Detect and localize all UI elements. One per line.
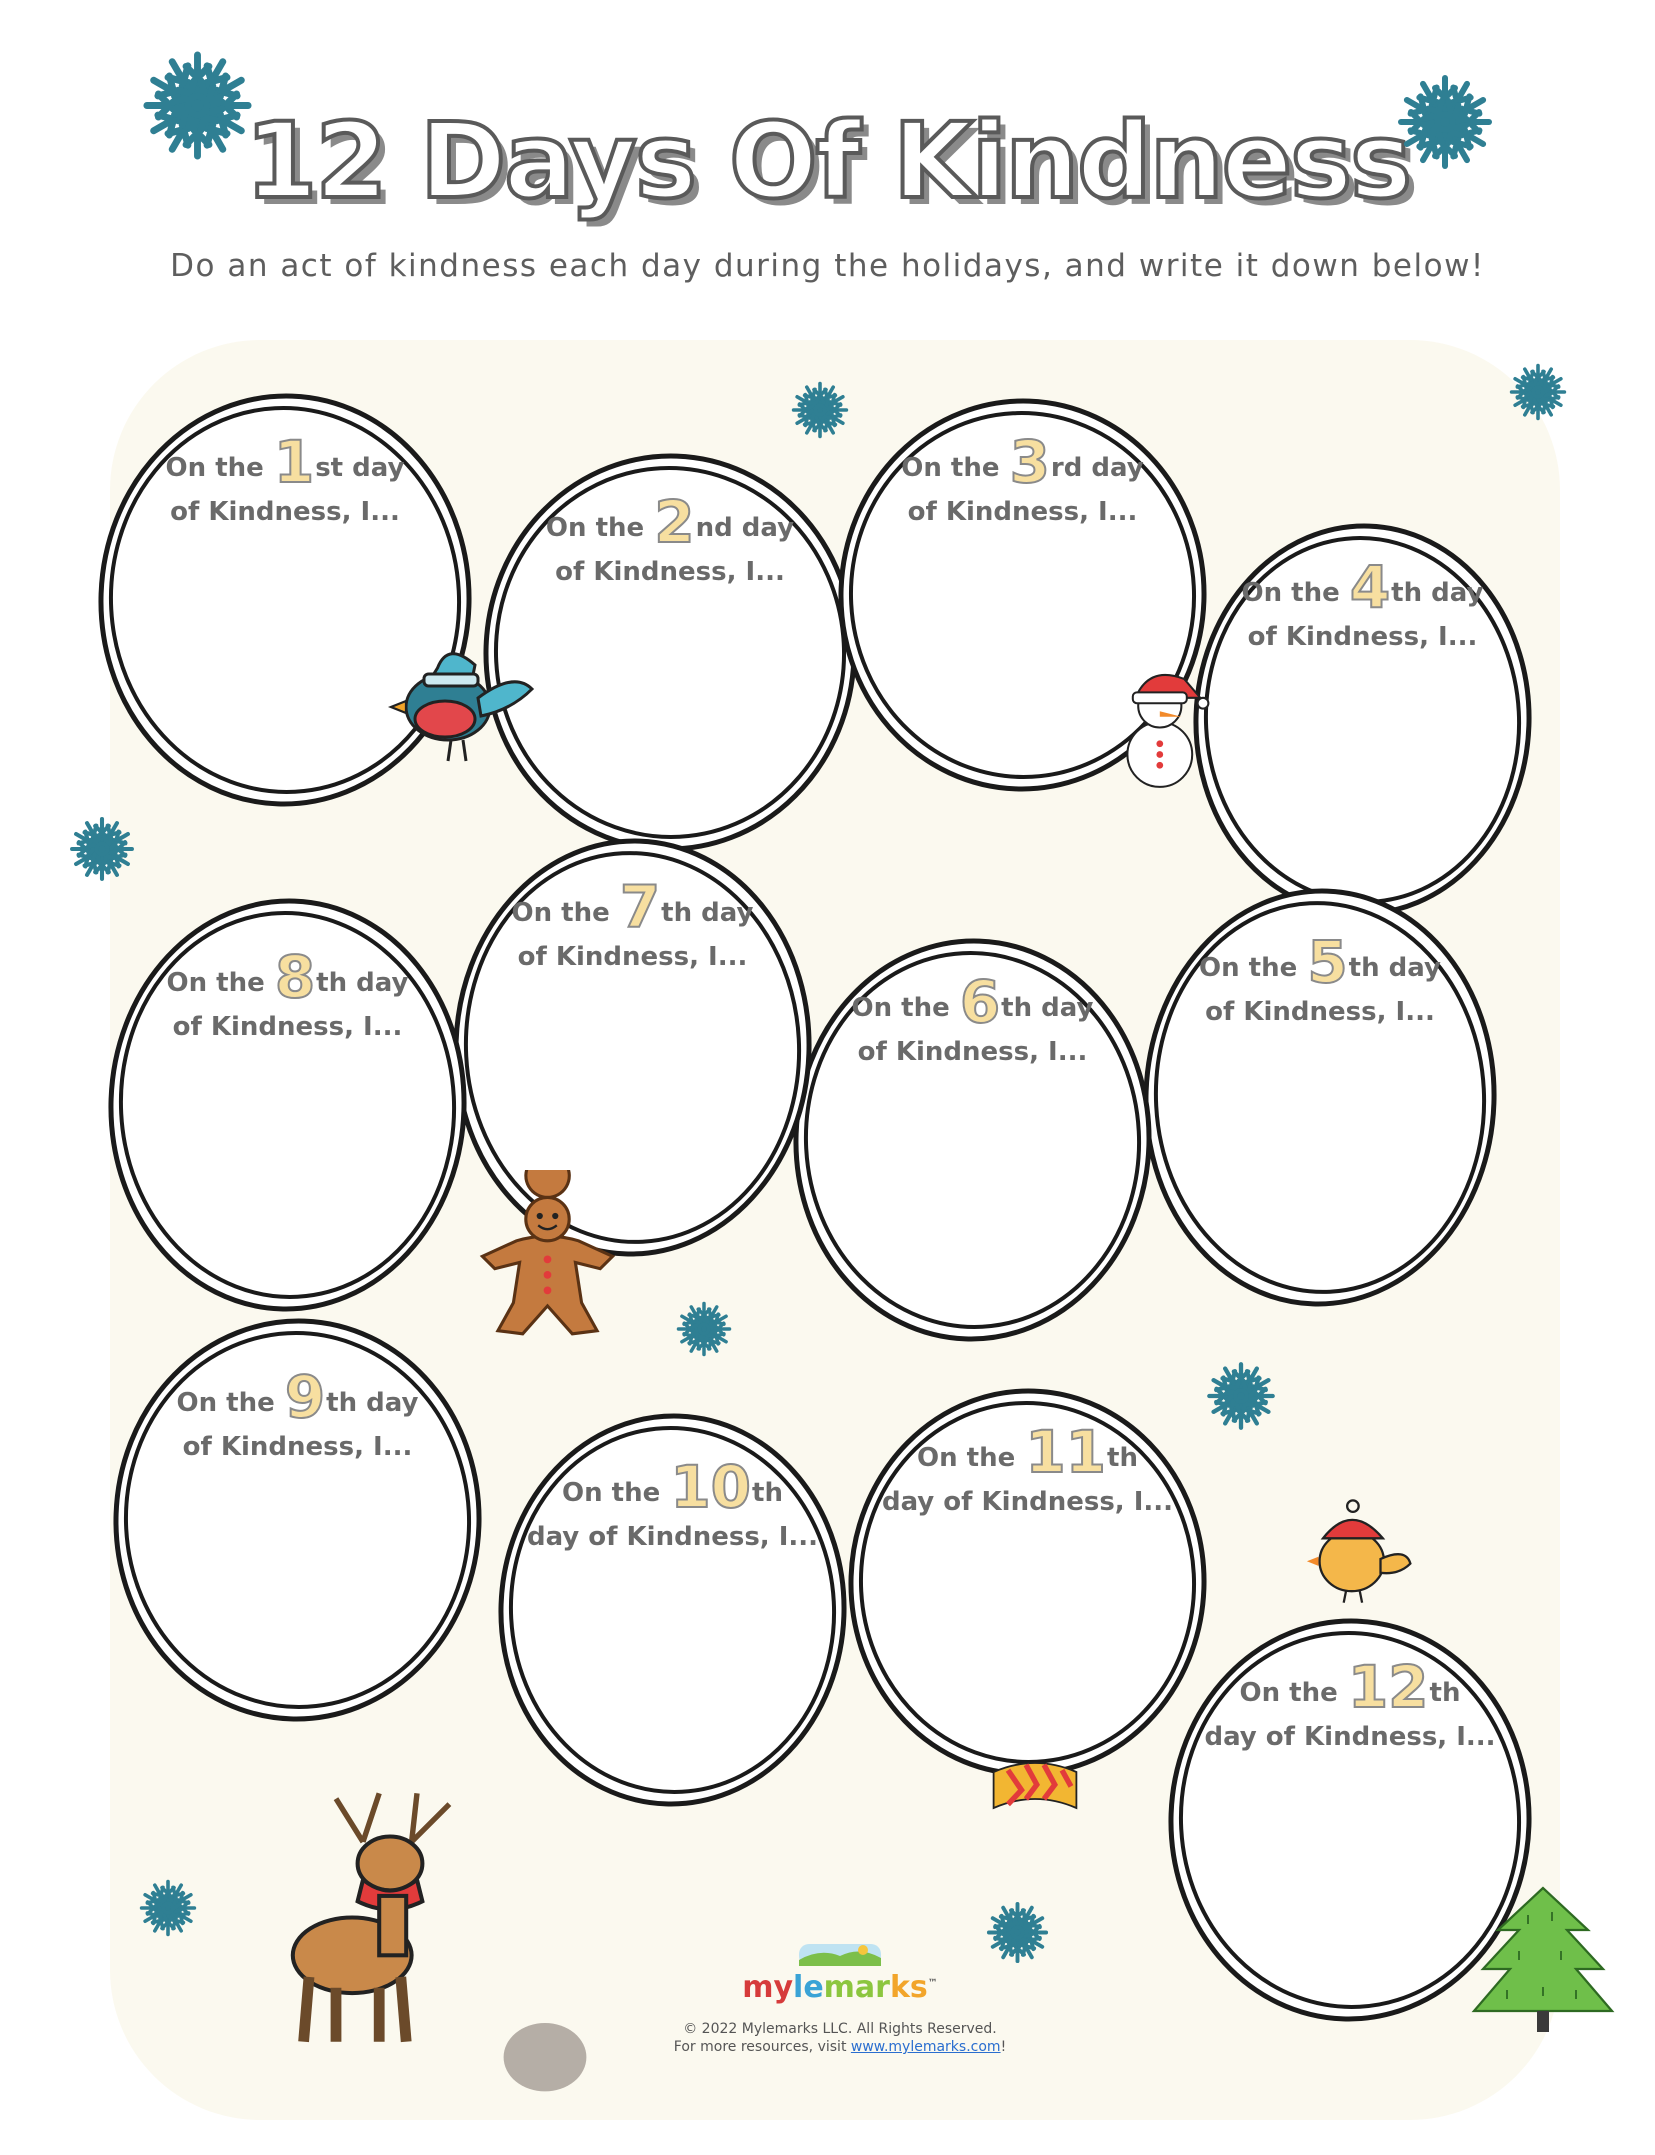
day-label [845, 1418, 1210, 1524]
trademark: ™ [927, 1978, 938, 1989]
day-label-line-1 [1190, 553, 1535, 621]
day-prefix: On the [1199, 953, 1307, 983]
page-title: 12 Days Of Kindness [244, 100, 1411, 222]
day-label-line-2: day of Kindness, I... [1204, 1722, 1496, 1752]
day-suffix: th day [661, 898, 754, 928]
day-label-line-2: of Kindness, I... [182, 1432, 413, 1462]
more-prefix: For more resources, visit [673, 2039, 851, 2055]
rock-icon [480, 2005, 610, 2095]
day-number: 8 [274, 943, 316, 1011]
day-label-line-2: day of Kindness, I... [526, 1522, 819, 1552]
day-label [450, 873, 815, 979]
day-label-line-1 [1165, 1653, 1535, 1721]
snowflake-icon [790, 380, 850, 440]
day-number: 6 [959, 968, 1001, 1036]
day-number: 12 [1347, 1653, 1429, 1721]
day-suffix: th day [1348, 953, 1441, 983]
more-resources-line [600, 2038, 1080, 2056]
day-number: 9 [284, 1363, 326, 1431]
chick-icon [1300, 1475, 1415, 1620]
day-label-line-1 [1140, 928, 1500, 996]
day-suffix: th day [1001, 993, 1094, 1023]
day-suffix: th day [316, 968, 409, 998]
day-prefix: On the [511, 898, 619, 928]
day-prefix: On the [1241, 578, 1349, 608]
gingerbread-icon [470, 1170, 625, 1355]
logo-part-3: mar [823, 1970, 890, 2005]
day-label-line-2: of Kindness, I... [1247, 622, 1478, 652]
day-label [790, 968, 1155, 1074]
snowflake-icon [138, 1878, 198, 1938]
day-label-line-2: of Kindness, I... [172, 1012, 403, 1042]
day-label-line-2: day of Kindness, I... [881, 1487, 1174, 1517]
day-number: 2 [654, 488, 695, 556]
day-number: 5 [1307, 928, 1348, 996]
day-suffix: rd day [1050, 453, 1144, 483]
day-label-line-1 [450, 873, 815, 941]
mylemarks-logo [730, 1940, 950, 2005]
day-label-line-1 [105, 943, 470, 1011]
day-label [495, 1453, 850, 1559]
snowflake-icon [1205, 1360, 1277, 1432]
copyright-block [600, 2020, 1080, 2056]
day-label-line-2: of Kindness, I... [1205, 997, 1435, 1027]
snowflake-icon [675, 1300, 733, 1358]
snowflake-icon [1508, 362, 1568, 422]
snowman-icon [1095, 615, 1230, 840]
snowflake-icon [140, 48, 255, 163]
day-label-line-2: of Kindness, I... [170, 497, 400, 527]
day-prefix: On the [1239, 1678, 1347, 1708]
day-prefix: On the [901, 453, 1009, 483]
scarf-icon [935, 1745, 1135, 1835]
day-circle-10[interactable] [495, 1410, 850, 1810]
logo-part-2: le [793, 1970, 824, 2005]
day-label [105, 943, 470, 1049]
page-subtitle: Do an act of kindness each day during the holidays, and write it down below! [170, 248, 1485, 284]
day-prefix: On the [917, 1443, 1025, 1473]
logo-part-1: my [742, 1970, 794, 2005]
day-label-line-1 [835, 428, 1210, 496]
day-prefix: On the [165, 453, 273, 483]
day-prefix: On the [166, 968, 274, 998]
day-suffix: nd day [695, 513, 795, 543]
day-prefix: On the [545, 513, 654, 543]
day-number: 3 [1009, 428, 1050, 496]
day-prefix: On the [176, 1388, 284, 1418]
snowflake-icon [985, 1900, 1050, 1965]
day-label-line-2: of Kindness, I... [555, 557, 785, 587]
day-label-line-2: of Kindness, I... [517, 942, 748, 972]
day-circle-5[interactable] [1140, 885, 1500, 1310]
bird-icon [380, 620, 540, 770]
day-label [835, 428, 1210, 534]
day-suffix: st day [315, 453, 405, 483]
day-number: 10 [670, 1453, 752, 1521]
snowflake-icon [68, 815, 136, 883]
day-label-line-1 [110, 1363, 485, 1431]
day-label [95, 428, 475, 534]
day-number: 1 [273, 428, 315, 496]
snowflake-icon [1395, 72, 1495, 172]
day-label-line-1 [480, 488, 860, 556]
day-prefix: On the [562, 1478, 670, 1508]
day-suffix: th [752, 1478, 783, 1508]
day-number: 4 [1349, 553, 1391, 621]
day-label-line-1 [495, 1453, 850, 1521]
day-label [1190, 553, 1535, 659]
day-number: 7 [619, 873, 661, 941]
day-label [1140, 928, 1500, 1034]
day-circle-6[interactable] [790, 935, 1155, 1345]
day-prefix: On the [851, 993, 959, 1023]
day-suffix: th day [326, 1388, 419, 1418]
day-label-line-2: of Kindness, I... [907, 497, 1138, 527]
day-label-line-1 [790, 968, 1155, 1036]
day-label-line-2: of Kindness, I... [857, 1037, 1088, 1067]
day-suffix: th day [1391, 578, 1484, 608]
day-label [110, 1363, 485, 1469]
day-label [480, 488, 860, 594]
day-suffix: th [1107, 1443, 1138, 1473]
day-circle-4[interactable] [1190, 520, 1535, 920]
logo-landscape-icon [795, 1940, 885, 1968]
website-link[interactable]: www.mylemarks.com [850, 2039, 1001, 2055]
more-suffix: ! [1000, 2039, 1007, 2055]
day-label-line-1 [845, 1418, 1210, 1486]
day-label [1165, 1653, 1535, 1759]
day-label-line-1 [95, 428, 475, 496]
day-circle-9[interactable] [110, 1315, 485, 1725]
logo-part-4: ks [889, 1970, 928, 2005]
copyright-text: © 2022 Mylemarks LLC. All Rights Reserved. [683, 2021, 997, 2037]
tree-icon [1468, 1840, 1618, 2080]
day-circle-11[interactable] [845, 1385, 1210, 1780]
day-number: 11 [1025, 1418, 1107, 1486]
day-suffix: th [1429, 1678, 1461, 1708]
day-circle-8[interactable] [105, 895, 470, 1315]
